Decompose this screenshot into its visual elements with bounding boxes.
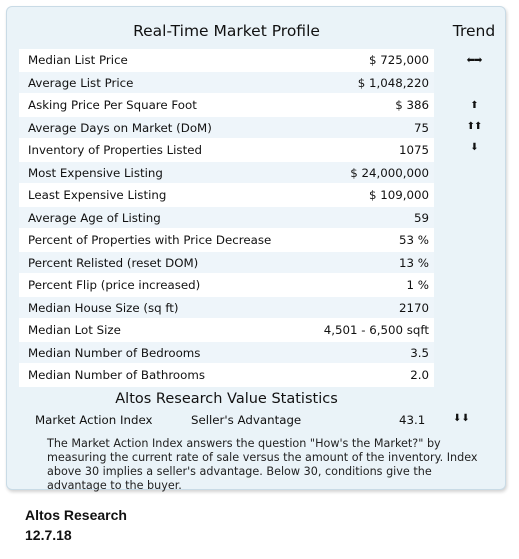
market-action-status: Seller's Advantage [191,413,302,427]
table-row [19,319,434,342]
row-label: Median House Size (sq ft) [28,300,179,315]
row-label: Median Number of Bedrooms [28,345,201,360]
row-value: 13 % [399,255,429,270]
table-row [19,297,434,320]
row-label: Most Expensive Listing [28,165,163,180]
row-value: $ 1,048,220 [357,75,429,90]
double-horizontal-arrow-icon: ⬅➡ [466,55,482,66]
market-profile-table [19,49,434,387]
row-label: Least Expensive Listing [28,188,167,202]
row-value: 2.0 [410,368,429,382]
row-label: Average List Price [28,75,134,90]
table-row [19,184,434,207]
table-row [19,364,434,387]
row-value: 53 % [399,233,429,247]
table-row [19,139,434,162]
row-label: Percent Relisted (reset DOM) [28,255,199,270]
table-row [19,207,434,230]
trend-header: Trend [452,22,496,40]
market-action-index-label: Market Action Index [35,413,153,427]
row-value: 1 % [406,278,429,292]
double-up-arrow-icon: ⬆⬆ [466,121,482,132]
row-label: Median List Price [28,53,128,67]
row-value: 4,501 - 6,500 sqft [323,323,429,337]
row-label: Percent of Properties with Price Decrease [28,233,272,247]
down-arrow-icon: ⬇ [470,142,478,153]
row-label: Inventory of Properties Listed [28,143,202,157]
footer-date: 12.7.18 [25,527,72,543]
row-label: Median Number of Bathrooms [28,368,206,382]
up-arrow-icon: ⬆ [470,100,478,111]
row-label: Median Lot Size [28,323,121,337]
table-row [19,274,434,297]
value-statistics-title: Altos Research Value Statistics [115,391,338,407]
table-row [19,49,434,72]
market-profile-panel [6,6,506,490]
row-label: Percent Flip (price increased) [28,278,201,292]
row-value: 2170 [398,300,429,315]
table-row [19,162,434,185]
table-row [19,342,434,365]
row-value: $ 24,000,000 [350,165,429,180]
row-value: $ 386 [395,98,429,112]
market-profile-title: Real-Time Market Profile [133,22,320,40]
table-row [19,229,434,252]
table-row [19,117,434,140]
row-label: Asking Price Per Square Foot [28,98,197,112]
row-value: $ 109,000 [368,188,429,202]
row-value: $ 725,000 [368,53,429,67]
row-label: Average Age of Listing [28,210,161,225]
row-value: 75 [413,120,429,135]
double-down-arrow-icon: ⬇⬇ [453,413,470,424]
table-row [19,252,434,275]
market-action-description: The Market Action Index answers the question "How's the Market?" by measuring the current rate of sale versus the amount of the inventory. Index above 30 implies a seller's advantage. Below 30, conditions give the advantage to the buyer. [47,437,478,492]
table-row [19,72,434,95]
footer-source: Altos Research [25,507,127,523]
row-value: 3.5 [410,345,429,360]
table-row [19,94,434,117]
market-action-index-value: 43.1 [399,413,426,427]
row-value: 1075 [398,143,429,157]
row-value: 59 [413,210,429,225]
row-label: Average Days on Market (DoM) [28,120,212,135]
